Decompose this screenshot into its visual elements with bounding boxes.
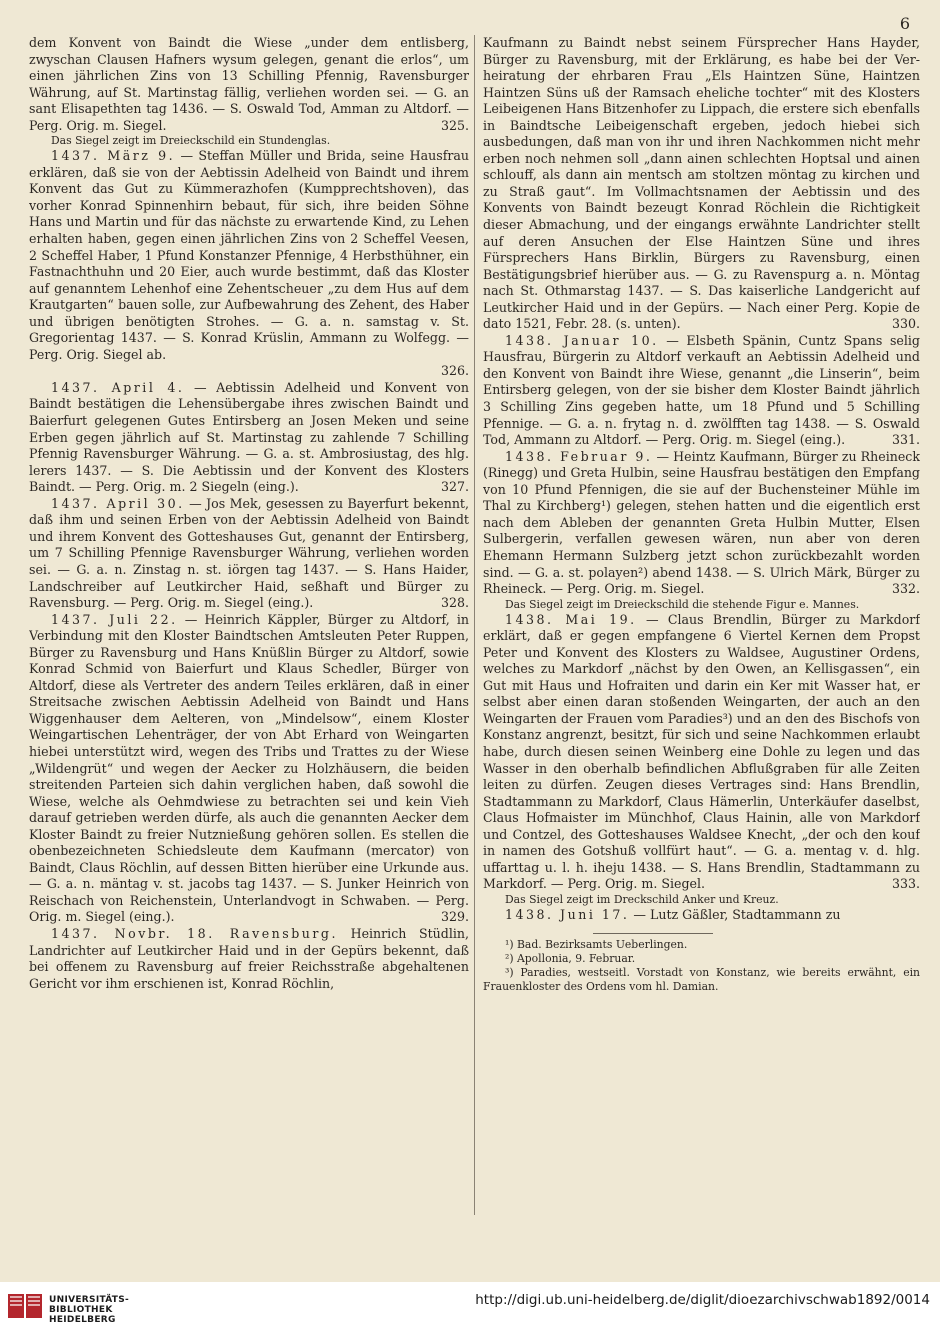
document-entry <box>483 907 920 924</box>
document-entry <box>29 926 469 992</box>
entry-text: Das Siegel zeigt im Dreieckschild die stehende Figur e. Mannes. <box>505 597 860 611</box>
entry-text: — Lutz Gäßler, Stadtammann zu <box>629 906 841 922</box>
entry-text: — Aebtissin Adelheid und Konvent von Baindt bestätigen die Lehensübergabe ihres zwischen Baindt und Baierfurt gelegenen Gutes Entirsberg an Josen Meken und seine Erben gegen jährlich auf St. Martinstag zu zahlende 7 Schilling Pfennig Ravensburger Währung. — G. a. st. Ambrosiustag, des hlg. lerers 1437. — S. Die Aebtissin und der Konvent des Klosters Baindt. — Perg. Orig. m. 2 Siegeln (eing.). <box>29 379 469 495</box>
entry-text: — Heinrich Käppler, Bürger zu Altdorf, in Verbindung mit den Kloster Baindtschen Amtsleuten Peter Ruppen, Bürger zu Ravensburg und Hans Knüßlin Bürger zu Altdorf, sowie Konrad Schmid von Baierfurt und Klaus Schedler, Bürger von Altdorf, diese als Vertreter des andern Teiles erklären, daß in einer Streitsache zwischen Aebtissin Adelheid von Baindt und Hans Wiggenhauser dem Aelteren, von „Mindelsow“, einem Kloster Weingartischen Lehenträger, der von Abt Erhard von Weingarten hiebei unterstützt wird, wegen des Tribs und Trattes zu der Wiese „Wildengrüt“ und wegen der Aecker zu Holzhäusern, die beiden streitenden Parteien sich dahin verglichen haben, daß sowohl die Wiese, welche als Oehmdwiese zu betrachten sei und kein Vieh darauf getrieben werden dürfe, als auch die genannten Aecker dem Kloster Baindt zu freier Nutznießung gehören sollen. Es stellen die obenbezeichneten Schiedsleute dem Kaufmann (mercator) von Baindt, Claus Röchlin, auf dessen Bitten hierüber eine Urkunde aus. — G. a. n. mäntag v. st. jacobs tag 1437. — S. Junker Heinrich von Reischach von Reichenstein, Unterlandvogt in Schwaben. — Perg. Orig. m. Siegel (eing.). <box>29 611 469 925</box>
column-divider <box>474 35 475 1215</box>
entry-number: 329. <box>440 909 469 925</box>
entry-date: 1438. Januar 10. <box>505 332 659 348</box>
entry-number: 326. <box>440 363 469 379</box>
entry-date: 1437. April 4. <box>51 379 185 395</box>
seal-note <box>29 134 469 148</box>
entry-text: Das Siegel zeigt im Dreckschild Anker und Kreuz. <box>505 892 779 906</box>
entry-text: Das Siegel zeigt im Dreieckschild ein Stundenglas. <box>51 134 331 148</box>
entry-text: — Steffan Müller und Brida, seine Hausfrau erklären, daß sie von der Aebtissin Adelheid von Baindt und ihrem Konvent das Gut zu Kümmerazhofen (Kumpprechtshoven), das vorher Konrad Spinnenhirn bebaut, für sich, ihre beiden Söhne Hans und Martin und für das nächste zu erwartende Kind, zu Lehen erhalten haben, gegen einen jährlichen Zins von 2 Scheffel Veesen, 2 Scheffel Haber, 1 Pfund Konstanzer Pfennige, 4 Herbsthühner, ein Fastnachthuhn und 20 Eier, auch wurde bestimmt, daß das Kloster auf genanntem Lehenhof eine Zehentscheuer „zu dem Hus auf dem Krautgarten“ bauen solle, zur Aufbewahrung des Zehent, des Haber und übrigen benötigten Strohes. — G. a. n. samstag v. St. Gregorientag 1437. — S. Konrad Krüslin, Ammann zu Wolfegg. — Perg. Orig. Siegel ab. <box>29 148 469 362</box>
entry-date: 1438. Mai 19. <box>505 611 637 627</box>
document-entry <box>29 380 469 496</box>
entry-text: Kaufmann zu Baindt nebst seinem Fürsprecher Hans Hayder, Bürger zu Ravensburg, mit der Erklärung, es habe bei der Verheiratung der ehrbaren Frau „Els Haintzen Süne, Haintzen Haintzen Süns uß der Ramsach eheliche tochter“ mit des Klosters Leibeigenen Hans Bitzenhofer zu Lippach, die erstere sich ebenfalls in Baindtsche Leibeigenschaft ergeben, jedoch hiebei sich ausbedungen, daß man von ihr und ihren Nachkommen nicht mehr erben noch nehmen soll „dann ainen schlechten Hoptsal und ainen schlouff, als dann ain mentsch am stoltzen möntag zu kirchen und zu Straß gaut“. Im Vollmachtsnamen der Aebtissin und des Konvents von Baindt bezeugt Konrad Röchlein die Richtigkeit dieser Abmachung, und der eingangs erwähnte Landrichter stellt auf deren Ansuchen der Else Haintzen Süne und ihres Fürsprechers Hans Birklin, Bürgers zu Ravensburg, einen Bestätigungsbrief hierüber aus. — G. zu Ravenspurg a. n. Möntag nach St. Othmarstag 1437. — S. Das kaiserliche Landgericht auf Leutkircher Haid und in der Gepürs. — Nach einer Perg. Kopie de dato 1521, Febr. 28. (s. unten). <box>483 35 920 332</box>
footnote <box>483 952 920 966</box>
university-logo-icon <box>6 1291 44 1321</box>
entry-text: — Heintz Kaufmann, Bürger zu Rheineck (Rinegg) und Greta Hulbin, seine Hausfrau bestätigen den Empfang von 10 Pfund Pfennigen, die sie auf der Buchensteiner Mühle im Thal zu Kirchberg¹) gelegen, stehen hatten und die eigentlich erst nach dem Ableben der genannten Greta Hulbin Mutter, Elsen Sulbergerin, verfallen gewesen wären, nun aber von deren Ehemann Hermann Sulzberg jetzt schon zurückbezahlt worden sind. — G. a. st. polayen²) abend 1438. — S. Ulrich Märk, Bürger zu Rheineck. — Perg. Orig. m. Siegel. <box>483 448 920 597</box>
entry-number: 333. <box>891 876 920 892</box>
entry-date: 1437. Juli 22. <box>51 611 178 627</box>
institution-name-line-3: HEIDELBERG <box>49 1315 116 1325</box>
entry-date: 1438. Juni 17. <box>505 906 630 922</box>
entry-text: Heinrich Stüdlin, Landrichter auf Leutkircher Haid und in der Gepürs bekennt, daß bei offenem zu Ravensburg auf freier Reichsstraße abgehaltenen Gericht vor ihm erschienen ist, Konrad Röchlin, <box>29 925 469 991</box>
entry-text: — Claus Brendlin, Bürger zu Markdorf erklärt, daß er gegen empfangene 6 Viertel Kernen dem Propst Peter und Konvent des Klosters zu Waldsee, Augustiner Ordens, welches zu Markdorf „nächst by den Owen, an Kellisgassen“, ein Gut mit Haus und Hofraiten und darin ein Ker mit Wasser hat, er selbst aber einen daran stoßenden Weingarten, der auch an den Weingarten der Frauen vom Paradies³) und an den des Bischofs von Konstanz angrenzt, besitzt, für sich und seine Nachkommen erlaubt habe, durch diesen seinen Weinberg eine Dohle zu legen und das Wasser in den oberhalb befindlichen Abflußgraben für alle Zeiten leiten zu dürfen. Zeugen dieses Vertrages sind: Hans Brendlin, Stadtammann zu Markdorf, Claus Hämerlin, Unterkäufer daselbst, Claus Hofmaister im Münchhof, Claus Hainin, alle von Markdorf und Contzel, des Gotteshauses Waldsee Knecht, „der och den kouf in namen des Gotshuß vollfürt haut“. — G. a. mentag v. d. hlg. uffarttag u. l. h. iheju 1438. — S. Hans Brendlin, Stadtammann zu Markdorf. — Perg. Orig. m. Siegel. <box>483 611 920 892</box>
entry-date: 1437. April 30. <box>51 495 185 511</box>
right-column <box>483 35 920 1250</box>
entry-text: ¹) Bad. Bezirksamts Ueberlingen. <box>505 938 688 952</box>
institution-name-line-2: BIBLIOTHEK <box>49 1305 113 1315</box>
footnote-rule <box>593 933 713 934</box>
document-entry <box>483 333 920 449</box>
document-entry <box>483 35 920 333</box>
seal-note <box>483 598 920 612</box>
entry-date: 1438. Februar 9. <box>505 448 653 464</box>
footnote <box>483 938 920 952</box>
left-column <box>29 35 469 1250</box>
page-number: 6 <box>899 14 910 33</box>
document-entry <box>29 612 469 926</box>
document-entry <box>29 496 469 612</box>
document-entry <box>29 35 469 134</box>
entry-number: 331. <box>891 432 920 448</box>
document-entry <box>483 612 920 893</box>
entry-number: 325. <box>440 117 469 133</box>
institution-name-line-1: UNIVERSITÄTS- <box>49 1295 130 1305</box>
entry-date: 1437. Novbr. 18. Ravensburg. <box>51 925 338 941</box>
entry-text: — Jos Mek, gesessen zu Bayerfurt bekennt, daß ihm und seinen Erben von der Aebtissin Adelheid von Baindt und ihrem Konvent des Gotteshauses Gut, genannt der Entirsberg, um 7 Schilling Pfennige Ravensburger Währung, verliehen worden sei. — G. a. n. Zinstag n. st. iörgen tag 1437. — S. Hans Haider, Landschreiber auf Leutkircher Haid, seßhaft und Bürger zu Ravensburg. — Perg. Orig. m. Siegel (eing.). <box>29 495 469 611</box>
entry-number: 327. <box>440 479 469 495</box>
entry-text: ²) Apollonia, 9. Februar. <box>505 952 636 966</box>
document-entry <box>29 148 469 380</box>
seal-note <box>483 893 920 907</box>
entry-number: 332. <box>891 581 920 597</box>
source-url-link[interactable]: http://digi.ub.uni-heidelberg.de/diglit/dioezarchivschwab1892/0014 <box>475 1292 930 1308</box>
entry-date: 1437. März 9. <box>51 148 176 164</box>
entry-text: ³) Paradies, westseitl. Vorstadt von Konstanz, wie bereits erwähnt, ein Frauenkloster des Ordens vom hl. Damian. <box>483 966 920 993</box>
entry-text: dem Konvent von Baindt die Wiese „under dem entlisberg, zwyschan Clausen Hafners wysum gelegen, genant die erlos“, um einen jährlichen Zins von 13 Schilling Pfennig, Ravensburger Währung, auf St. Martinstag fällig, verliehen worden sei. — G. an sant Elisapethten tag 1436. — S. Oswald Tod, Amman zu Altdorf. — Perg. Orig. m. Siegel. <box>29 35 469 133</box>
document-entry <box>483 449 920 598</box>
entry-text: — Elsbeth Spänin, Cuntz Spans selig Hausfrau, Bürgerin zu Altdorf verkauft an Aebtissin Adelheid und den Konvent von Baindt ihre Wiese, genannt „die Linserin“, beim Entirsberg gelegen, von der sie bisher dem Kloster Baindt jährlich 3 Schilling Zins gegeben hatte, um 18 Pfund und 5 Schilling Pfennige. — G. a. n. frytag n. d. zwölfften tag 1438. — S. Oswald Tod, Ammann zu Altdorf. — Perg. Orig. m. Siegel (eing.). <box>483 332 920 448</box>
entry-number: 330. <box>891 316 920 332</box>
entry-number: 328. <box>440 595 469 611</box>
footnote <box>483 966 920 994</box>
